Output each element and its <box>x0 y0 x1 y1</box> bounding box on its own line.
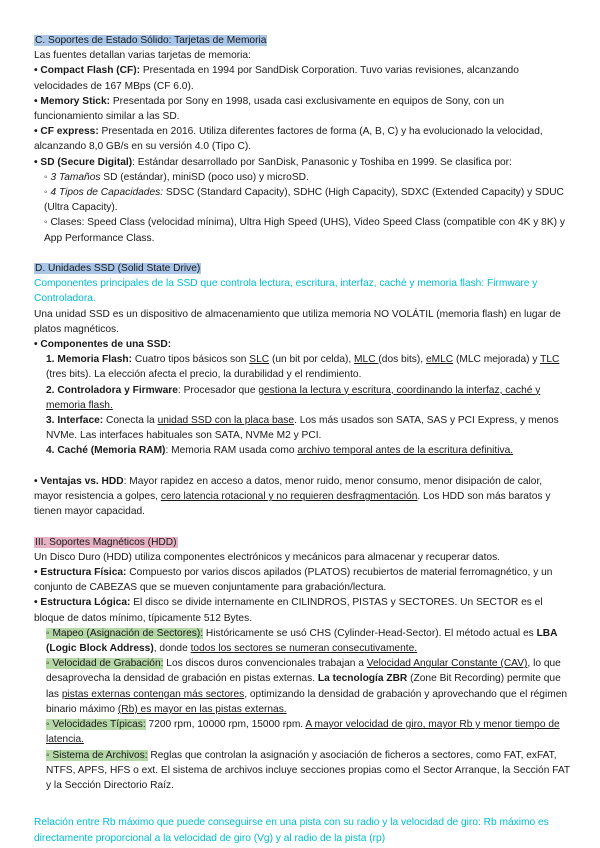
slc-term: SLC <box>249 354 270 366</box>
sd-sizes-text: SD (estándar), miniSD (poco uso) y microSD. <box>100 171 309 183</box>
memory-stick-item <box>34 94 570 124</box>
compact-flash-item <box>34 63 570 93</box>
sd-capacities-text: SDSC (Standard Capacity), SDHC (High Capacity), SDXC (Extended Capacity) y SDUC (Ultra Capacity). <box>44 187 564 214</box>
ssd-advantages-text: : Mayor rapidez en acceso a datos, menor ruido, menor consumo, menor disipación de calor, mayor resistencia a golpes, <box>34 475 543 503</box>
recording-speed <box>34 656 570 717</box>
physical-structure-label: • Estructura Física: <box>34 567 127 579</box>
typical-speeds <box>34 717 570 747</box>
section-c-heading: C. Soportes de Estado Sólido: Tarjetas de Memoria <box>35 35 267 46</box>
section-d <box>34 261 570 519</box>
component-controller <box>34 383 570 413</box>
component-flash-text: (MLC mejorada) y <box>453 354 541 366</box>
component-interface-text: . Los más usados son SATA, SAS y PCI Express, y menos NVMe. Las interfaces habituales son SATA, NVMe M2 y PCI. <box>46 415 559 442</box>
component-flash <box>34 352 570 382</box>
recording-speed-text: , optimizando la densidad de grabación y aprovechando que el régimen binario máximo <box>46 688 568 715</box>
recording-speed-text: Los discos duros convencionales trabajan a <box>163 658 367 670</box>
spacer <box>34 459 570 474</box>
section-iii-heading-line <box>34 535 570 550</box>
lba-term: LBA (Logic Block Address) <box>46 627 558 655</box>
rb-underline: (Rb) es mayor en las pistas externas. <box>117 703 287 715</box>
sector-mapping-text: Históricamente se usó CHS (Cylinder-Head-Sector). El método actual es <box>203 627 537 639</box>
section-iii <box>34 535 570 846</box>
typical-speeds-label: ◦ Velocidades Típicas: <box>46 719 146 731</box>
compact-flash-label: • Compact Flash (CF): <box>34 65 141 77</box>
file-system-text: Reglas que controlan la asignación y asociación de ficheros a sectores, como FAT, exFAT, NTFS, APFS, HFS o ext. El sistema de archivos incluye secciones propias como el Sector Arranque, la Sección FAT y la Sección Directorio Raíz. <box>46 749 570 791</box>
section-d-heading-line <box>34 261 570 276</box>
emlc-term: eMLC <box>425 354 454 366</box>
section-c-intro: Las fuentes detallan varias tarjetas de memoria: <box>34 50 251 62</box>
spacer <box>34 519 570 534</box>
tlc-term: TLC <box>540 354 560 366</box>
ssd-advantages <box>34 474 570 520</box>
compact-flash-text: Presentada en 1994 por SandDisk Corporation. Tuvo varias revisiones, alcanzando velocidades de 167 MBps (CF 6.0). <box>34 65 519 92</box>
component-interface-underline: unidad SSD con la placa base <box>157 415 295 427</box>
component-flash-text: Cuatro tipos básicos son <box>132 354 250 366</box>
recording-speed-text: , lo que desaprovecha la densidad de grabación en pistas externas. <box>46 658 561 685</box>
sd-label: • SD (Secure Digital) <box>34 156 133 168</box>
component-flash-text: (tres bits). La elección afecta el precio, la durabilidad y el rendimiento. <box>46 369 362 381</box>
cf-express-item <box>34 124 570 154</box>
component-cache-text: : Memoria RAM usada como <box>165 445 298 457</box>
sd-classes-item: ◦ Clases: Speed Class (velocidad mínima), Ultra High Speed (UHS), Video Speed Class (compatible con 4K y 8K) y App Performance Class. <box>44 217 565 244</box>
sd-text: : Estándar desarrollado por SanDisk, Panasonic y Toshiba en 1999. Se clasifica por: <box>132 156 512 168</box>
section-iii-note: Relación entre Rb máximo que puede conseguirse en una pista con su radio y la velocidad de giro: Rb máximo es directamente proporcional a la velocidad de giro (Vg) y al radio de la pista (rp) <box>34 817 549 844</box>
recording-speed-label: ◦ Velocidad de Grabación: <box>46 658 164 670</box>
component-interface-text: Conecta la <box>103 415 158 427</box>
component-cache-underline: archivo temporal antes de la escritura definitiva. <box>297 445 514 457</box>
section-d-intro: Una unidad SSD es un dispositivo de almacenamiento que utiliza memoria NO VOLÁTIL (memoria flash) en lugar de platos magnéticos. <box>34 308 561 335</box>
component-flash-text: (dos bits), <box>378 354 426 366</box>
cf-express-label: • CF express: <box>34 126 99 138</box>
sector-mapping-underline: todos los sectores se numeran consecutivamente. <box>190 643 418 655</box>
sector-mapping-label: ◦ Mapeo (Asignación de Sectores): <box>46 627 204 639</box>
logical-structure <box>34 595 570 625</box>
section-iii-heading: III. Soportes Magnéticos (HDD) <box>35 536 177 548</box>
physical-structure <box>34 565 570 595</box>
ssd-advantages-underline: cero latencia rotacional y no requieren desfragmentación <box>160 491 418 503</box>
logical-structure-label: • Estructura Lógica: <box>34 597 131 609</box>
section-c <box>34 33 570 246</box>
component-flash-label: 1. Memoria Flash: <box>46 354 133 366</box>
physical-structure-text: Compuesto por varios discos apilados (PLATOS) recubiertos de material ferromagnético, y un conjunto de CABEZAS que se mueven conjuntamente para grabación/lectura. <box>34 567 553 594</box>
cf-express-text: Presentada en 2016. Utiliza diferentes factores de forma (A, B, C) y ha evolucionado la velocidad, alcanzando 8,0 GB/s en su versión 4.0 (Tipo C). <box>34 126 543 153</box>
typical-speeds-underline: A mayor velocidad de giro, mayor Rb y menor tiempo de latencia. <box>46 719 560 746</box>
logical-structure-text: El disco se divide internamente en CILINDROS, PISTAS y SECTORES. Un SECTOR es el bloque de datos mínimo, típicamente 512 Bytes. <box>34 597 543 624</box>
cav-term: Velocidad Angular Constante (CAV) <box>366 658 528 670</box>
sd-sizes-label: ◦ 3 Tamaños <box>44 171 101 183</box>
spacer <box>34 808 570 815</box>
sd-capacities-item <box>34 185 570 215</box>
sd-capacities-label: ◦ 4 Tipos de Capacidades: <box>44 187 164 199</box>
sd-sizes-item <box>34 170 570 185</box>
recording-speed-text: (Zone Bit Recording) permite que las <box>46 673 561 700</box>
file-system-label: ◦ Sistema de Archivos: <box>46 749 148 761</box>
component-flash-text: (un bit por celda), <box>269 354 355 366</box>
outer-tracks-underline: pistas externas contengan más sectores <box>61 688 245 700</box>
ssd-components-label: • Componentes de una SSD: <box>34 339 172 351</box>
ssd-advantages-label: • Ventajas vs. HDD <box>34 475 124 487</box>
component-cache <box>34 443 570 458</box>
section-d-heading: D. Unidades SSD (Solid State Drive) <box>35 263 201 275</box>
ssd-advantages-text: . Los HDD son más baratos y tienen mayor capacidad. <box>34 491 551 518</box>
component-controller-underline: gestiona la lectura y escritura, coordinando la interfaz, caché y memoria flash. <box>46 384 541 411</box>
component-cache-label: 4. Caché (Memoria RAM) <box>46 445 166 457</box>
sector-mapping <box>34 626 570 656</box>
file-system <box>34 748 570 794</box>
component-controller-label: 2. Controladora y Firmware <box>46 384 178 396</box>
component-controller-text: : Procesador que <box>177 384 259 396</box>
memory-stick-text: Presentada por Sony en 1998, usada casi exclusivamente en equipos de Sony, con un funcionamiento similar a las SD. <box>34 95 505 123</box>
spacer <box>34 793 570 808</box>
section-iii-intro: Un Disco Duro (HDD) utiliza componentes electrónicos y mecánicos para almacenar y recuperar datos. <box>34 551 500 563</box>
section-c-heading-line <box>34 33 570 48</box>
sd-item <box>34 155 570 170</box>
section-d-note: Componentes principales de la SSD que controla lectura, escritura, interfaz, caché y memoria flash: Firmware y Controladora. <box>34 278 538 305</box>
component-interface-label: 3. Interface: <box>46 415 104 427</box>
sector-mapping-text: , donde <box>153 643 191 655</box>
component-interface <box>34 413 570 443</box>
zbr-term: La tecnología ZBR <box>317 673 408 685</box>
typical-speeds-text: 7200 rpm, 10000 rpm, 15000 rpm. <box>145 719 306 731</box>
document-page <box>34 33 570 846</box>
mlc-term: MLC <box>354 354 379 366</box>
memory-stick-label: • Memory Stick: <box>34 95 111 107</box>
spacer <box>34 246 570 261</box>
